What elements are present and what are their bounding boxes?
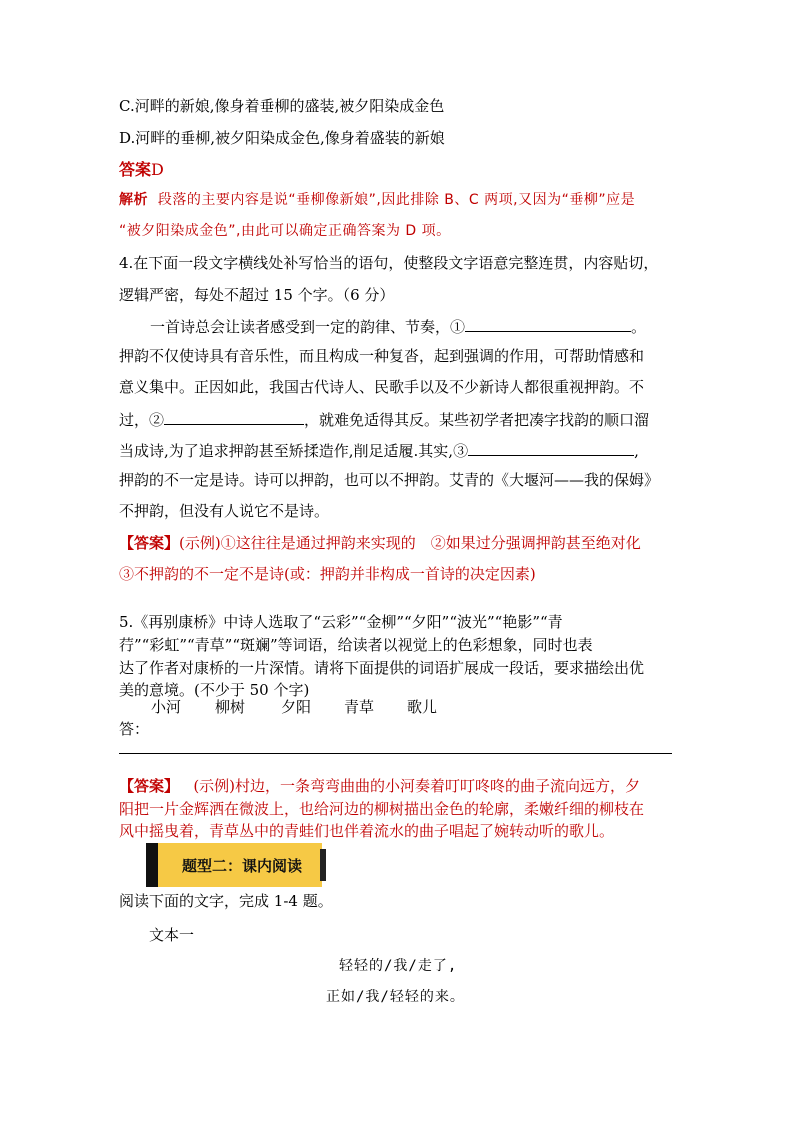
q4-para-line5 bbox=[119, 439, 639, 461]
q5-word-5: 歌儿 bbox=[407, 698, 438, 716]
q4-answer-line1 bbox=[119, 533, 641, 553]
answer-text: (示例)村边，一条弯弯曲曲的小河奏着叮叮咚咚的曲子流向远方，夕 bbox=[193, 777, 641, 795]
section-instruction: 阅读下面的文字，完成 1-4 题。 bbox=[119, 892, 333, 910]
q4-para-line6: 押韵的不一定是诗。诗可以押韵，也可以不押韵。艾青的《大堰河——我的保姆》 bbox=[119, 471, 660, 489]
q3-analysis-line2: “被夕阳染成金色”,由此可以确定正确答案为 D 项。 bbox=[119, 223, 451, 239]
analysis-text-1: 段落的主要内容是说“垂柳像新娘”,因此排除 B、C 两项,又因为“垂柳”应是 bbox=[157, 192, 636, 208]
q4-para-line7: 不押韵，但没有人说它不是诗。 bbox=[119, 502, 330, 520]
option-d: D.河畔的垂柳,被夕阳染成金色,像身着盛装的新娘 bbox=[119, 129, 445, 147]
section-banner bbox=[146, 843, 322, 887]
q5-answer-line3: 风中摇曳着，青草丛中的青蛙们也伴着流水的曲子唱起了婉转动听的歌儿。 bbox=[119, 822, 615, 840]
q4-para-line2: 押韵不仅使诗具有音乐性，而且构成一种复沓，起到强调的作用，可帮助情感和 bbox=[119, 347, 645, 365]
para-end: 。 bbox=[631, 318, 647, 336]
q5-word-3: 夕阳 bbox=[281, 698, 312, 716]
q3-answer bbox=[119, 160, 164, 180]
answer-label: 【答案】 bbox=[119, 777, 180, 795]
q5-reply-label: 答： bbox=[119, 720, 150, 738]
answer-writing-line[interactable] bbox=[119, 753, 672, 754]
q4-answer-line2: ③不押韵的不一定不是诗(或：押韵并非构成一首诗的决定因素) bbox=[119, 565, 536, 583]
fill-blank-3[interactable] bbox=[468, 439, 634, 456]
fill-blank-1[interactable] bbox=[465, 315, 631, 332]
q5-word-4: 青草 bbox=[344, 698, 375, 716]
text-label: 文本一 bbox=[149, 926, 195, 944]
q3-analysis-line1 bbox=[119, 190, 635, 210]
answer-label: 答案 bbox=[119, 160, 152, 179]
q4-para-line1 bbox=[150, 315, 646, 337]
para-text: 一首诗总会让读者感受到一定的韵律、节奏，① bbox=[150, 318, 466, 336]
poem-line-2: 正如/我/轻轻的来。 bbox=[326, 989, 465, 1005]
q4-stem-line2: 逻辑严密，每处不超过 15 个字。（6 分） bbox=[119, 286, 395, 304]
q4-stem-line1: 4.在下面一段文字横线处补写恰当的语句，使整段文字语意完整连贯，内容贴切， bbox=[119, 254, 659, 272]
analysis-label: 解析 bbox=[119, 192, 148, 208]
answer-text: (示例)①这往往是通过押韵来实现的 ②如果过分强调押韵甚至绝对化 bbox=[179, 534, 641, 552]
q5-answer-line2: 阳把一片金辉洒在微波上，也给河边的柳树描出金色的轮廓，柔嫩纤细的柳枝在 bbox=[119, 800, 645, 818]
q5-stem-line1: 5.《再别康桥》中诗人选取了“云彩”“金柳”“夕阳”“波光”“艳影”“青 bbox=[119, 613, 563, 631]
q4-para-line4 bbox=[119, 408, 649, 430]
fill-blank-2[interactable] bbox=[164, 408, 304, 425]
q5-stem-line4: 美的意境。(不少于 50 个字) bbox=[119, 681, 310, 699]
banner-title: 题型二：课内阅读 bbox=[182, 857, 303, 875]
answer-label: 【答案】 bbox=[119, 534, 180, 552]
banner-edge bbox=[320, 849, 326, 881]
q5-word-1: 小河 bbox=[151, 698, 182, 716]
poem-line-1: 轻轻的/我/走了, bbox=[339, 958, 458, 974]
q5-word-2: 柳树 bbox=[215, 698, 246, 716]
q5-answer-line1 bbox=[119, 776, 640, 796]
para-text: ，就难免适得其反。某些初学者把凑字找韵的顺口溜 bbox=[304, 411, 650, 429]
para-text: 过，② bbox=[119, 411, 165, 429]
answer-value: D bbox=[151, 160, 164, 179]
q5-stem-line2: 荇”“彩虹”“青草”“斑斓”等词语，给读者以视觉上的色彩想象，同时也表 bbox=[119, 636, 593, 654]
banner-accent bbox=[146, 843, 158, 887]
q4-para-line3: 意义集中。正因如此，我国古代诗人、民歌手以及不少新诗人都很重视押韵。不 bbox=[119, 378, 645, 396]
q5-stem-line3: 达了作者对康桥的一片深情。请将下面提供的词语扩展成一段话，要求描绘出优 bbox=[119, 659, 645, 677]
para-text: 当成诗,为了追求押韵甚至矫揉造作,削足适履.其实,③ bbox=[119, 442, 469, 460]
para-end: , bbox=[634, 442, 639, 460]
option-c: C.河畔的新娘,像身着垂柳的盛装,被夕阳染成金色 bbox=[119, 97, 445, 115]
